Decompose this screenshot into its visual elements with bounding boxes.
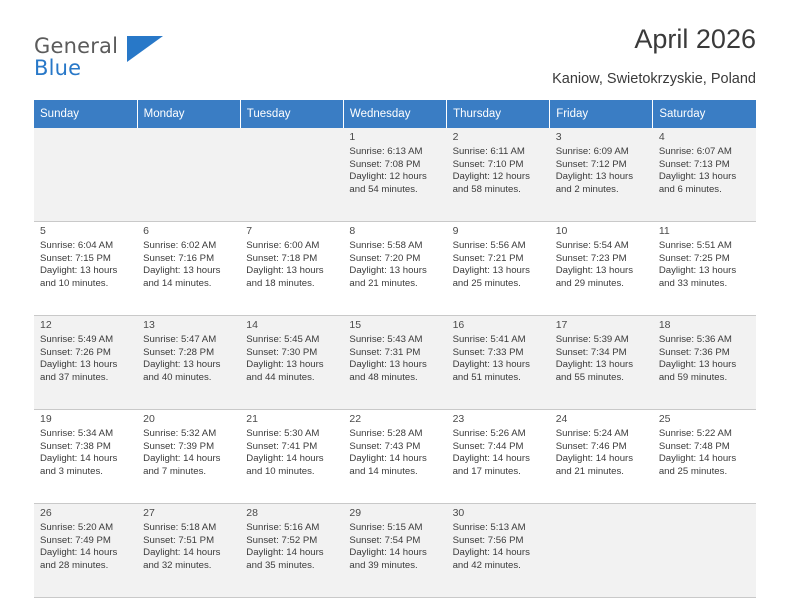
day-info-line: and 21 minutes. <box>555 465 624 477</box>
weekday-header-tuesday: Tuesday <box>240 100 343 128</box>
day-info-line: Sunrise: 6:04 AM <box>40 240 114 252</box>
calendar-day-cell[interactable] <box>240 222 343 316</box>
day-info-line: Sunset: 7:56 PM <box>452 534 524 546</box>
day-info-line: and 51 minutes. <box>452 371 521 383</box>
day-info-line: Sunrise: 5:30 AM <box>246 428 320 440</box>
day-number: 9 <box>452 225 459 237</box>
day-number: 20 <box>143 413 155 425</box>
calendar-body <box>34 128 756 598</box>
day-number: 3 <box>555 131 562 143</box>
day-info-line: Daylight: 13 hours <box>658 265 737 277</box>
day-info-line: Daylight: 14 hours <box>40 547 118 559</box>
day-info-line: and 37 minutes. <box>40 371 109 383</box>
day-info-line: Sunrise: 5:41 AM <box>452 334 526 346</box>
day-number: 11 <box>658 225 670 237</box>
day-number: 12 <box>40 319 52 331</box>
calendar-empty-cell <box>34 128 137 222</box>
day-info-line: Daylight: 14 hours <box>452 547 530 559</box>
day-info-line: and 25 minutes. <box>658 465 728 477</box>
calendar-day-cell[interactable] <box>447 128 550 222</box>
day-info-line: Sunrise: 5:49 AM <box>40 334 114 346</box>
day-info-line: and 59 minutes. <box>658 371 728 383</box>
calendar-day-cell[interactable] <box>137 410 240 504</box>
day-info-line: Sunrise: 5:58 AM <box>349 240 423 252</box>
day-info-line: Sunrise: 5:47 AM <box>143 334 217 346</box>
day-info-line: Sunrise: 6:11 AM <box>452 146 525 158</box>
calendar-day-cell[interactable] <box>550 128 653 222</box>
day-info-line: Daylight: 13 hours <box>555 265 634 277</box>
day-info-line: Sunset: 7:30 PM <box>246 346 318 358</box>
day-info-line: Sunrise: 5:24 AM <box>555 428 629 440</box>
day-info-line: Daylight: 12 hours <box>452 171 530 183</box>
calendar-week-row <box>34 128 756 222</box>
day-info-line: and 6 minutes. <box>658 183 722 195</box>
calendar-day-cell[interactable] <box>653 410 756 504</box>
calendar-day-cell[interactable] <box>343 504 446 598</box>
day-number: 21 <box>246 413 258 425</box>
day-info-line: Sunset: 7:39 PM <box>143 440 215 452</box>
day-info-line: Daylight: 13 hours <box>40 359 118 371</box>
day-info-line: and 35 minutes. <box>246 559 315 571</box>
weekday-header-monday: Monday <box>137 100 240 128</box>
calendar-day-cell[interactable] <box>550 410 653 504</box>
logo-text-general: General <box>34 34 119 58</box>
day-info-line: and 10 minutes. <box>40 277 109 289</box>
day-number: 7 <box>246 225 253 237</box>
calendar-day-cell[interactable] <box>343 222 446 316</box>
day-info-line: Sunset: 7:23 PM <box>555 252 627 264</box>
day-number: 24 <box>555 413 568 425</box>
day-info-line: Sunrise: 6:09 AM <box>555 146 629 158</box>
day-info-line: Sunrise: 5:39 AM <box>555 334 629 346</box>
calendar-day-cell[interactable] <box>343 128 446 222</box>
day-info-line: and 28 minutes. <box>40 559 109 571</box>
day-info-line: Sunrise: 5:34 AM <box>40 428 114 440</box>
day-info-line: Daylight: 13 hours <box>658 171 737 183</box>
day-info-line: Daylight: 13 hours <box>40 265 118 277</box>
day-number: 28 <box>246 507 258 519</box>
calendar-day-cell[interactable] <box>34 504 137 598</box>
calendar-day-cell[interactable] <box>447 410 550 504</box>
day-info-line: and 14 minutes. <box>349 465 418 477</box>
day-info-line: Daylight: 14 hours <box>658 453 737 465</box>
day-info-line: Daylight: 13 hours <box>143 265 221 277</box>
day-info-line: Daylight: 13 hours <box>143 359 221 371</box>
day-info-line: and 44 minutes. <box>246 371 315 383</box>
calendar-day-cell[interactable] <box>447 222 550 316</box>
day-number: 16 <box>452 319 465 331</box>
day-info-line: Sunrise: 5:45 AM <box>246 334 320 346</box>
weekday-header-thursday: Thursday <box>447 100 550 128</box>
day-info-line: and 48 minutes. <box>349 371 418 383</box>
calendar-week-row <box>34 410 756 504</box>
day-info-line: and 25 minutes. <box>452 277 521 289</box>
day-number: 8 <box>349 225 356 237</box>
weekday-header-row <box>34 100 756 128</box>
calendar-day-cell[interactable] <box>343 410 446 504</box>
calendar-day-cell[interactable] <box>240 410 343 504</box>
day-info-line: Sunset: 7:18 PM <box>246 252 318 264</box>
calendar-empty-cell <box>240 128 343 222</box>
day-info-line: Daylight: 14 hours <box>452 453 530 465</box>
day-info-line: Sunset: 7:15 PM <box>40 252 111 264</box>
day-info-line: Sunset: 7:52 PM <box>246 534 318 546</box>
calendar-week-row <box>34 222 756 316</box>
day-info-line: and 29 minutes. <box>555 277 624 289</box>
day-info-line: Sunset: 7:20 PM <box>349 252 421 264</box>
day-info-line: Sunset: 7:31 PM <box>349 346 421 358</box>
day-info-line: Sunrise: 5:13 AM <box>452 522 526 534</box>
day-info-line: Sunset: 7:25 PM <box>658 252 730 264</box>
day-info-line: and 55 minutes. <box>555 371 624 383</box>
calendar-day-cell[interactable] <box>240 316 343 410</box>
day-info-line: Sunrise: 5:15 AM <box>349 522 423 534</box>
page-header <box>34 22 756 92</box>
day-info-line: Sunrise: 5:20 AM <box>40 522 114 534</box>
day-number: 26 <box>40 507 52 519</box>
day-info-line: Daylight: 14 hours <box>40 453 118 465</box>
logo-text-blue: Blue <box>34 56 82 80</box>
day-info-line: and 21 minutes. <box>349 277 418 289</box>
day-info-line: Sunset: 7:21 PM <box>452 252 524 264</box>
calendar-day-cell[interactable] <box>137 504 240 598</box>
calendar-day-cell[interactable] <box>34 410 137 504</box>
day-info-line: and 42 minutes. <box>452 559 521 571</box>
generalblue-logo <box>34 34 224 86</box>
calendar-day-cell[interactable] <box>653 222 756 316</box>
day-info-line: Daylight: 14 hours <box>349 547 427 559</box>
day-info-line: Sunrise: 6:07 AM <box>658 146 732 158</box>
day-number: 4 <box>658 131 665 143</box>
calendar-empty-cell <box>653 504 756 598</box>
day-info-line: Sunrise: 5:26 AM <box>452 428 526 440</box>
calendar-empty-cell <box>550 504 653 598</box>
day-info-line: Sunset: 7:54 PM <box>349 534 421 546</box>
day-info-line: and 7 minutes. <box>143 465 207 477</box>
calendar-day-cell[interactable] <box>137 316 240 410</box>
day-info-line: Sunrise: 5:22 AM <box>658 428 732 440</box>
day-info-line: Sunset: 7:48 PM <box>658 440 730 452</box>
day-info-line: Sunset: 7:08 PM <box>349 158 421 170</box>
day-number: 14 <box>246 319 258 331</box>
day-info-line: Daylight: 13 hours <box>246 265 324 277</box>
day-info-line: Sunrise: 5:36 AM <box>658 334 732 346</box>
day-info-line: Sunset: 7:46 PM <box>555 440 627 452</box>
day-info-line: Sunset: 7:44 PM <box>452 440 524 452</box>
day-number: 13 <box>143 319 155 331</box>
weekday-header-wednesday: Wednesday <box>343 100 446 128</box>
day-info-line: and 33 minutes. <box>658 277 728 289</box>
day-info-line: Sunrise: 5:28 AM <box>349 428 423 440</box>
day-info-line: Sunset: 7:12 PM <box>555 158 627 170</box>
calendar-day-cell[interactable] <box>34 316 137 410</box>
day-number: 17 <box>555 319 568 331</box>
calendar-table <box>34 100 756 598</box>
day-info-line: Sunrise: 6:00 AM <box>246 240 320 252</box>
day-info-line: and 32 minutes. <box>143 559 212 571</box>
day-number: 5 <box>40 225 46 237</box>
day-info-line: Sunset: 7:41 PM <box>246 440 318 452</box>
calendar-day-cell[interactable] <box>653 128 756 222</box>
day-info-line: and 58 minutes. <box>452 183 521 195</box>
day-info-line: Daylight: 14 hours <box>246 453 324 465</box>
day-info-line: Daylight: 13 hours <box>555 359 634 371</box>
calendar-day-cell[interactable] <box>550 316 653 410</box>
day-number: 15 <box>349 319 362 331</box>
day-info-line: and 18 minutes. <box>246 277 315 289</box>
day-info-line: Sunset: 7:26 PM <box>40 346 111 358</box>
page-title: April 2026 <box>634 24 756 54</box>
day-info-line: Daylight: 13 hours <box>246 359 324 371</box>
weekday-header-friday: Friday <box>550 100 653 128</box>
day-number: 10 <box>555 225 568 237</box>
location-label: Kaniow, Swietokrzyskie, Poland <box>552 71 756 87</box>
day-info-line: and 17 minutes. <box>452 465 521 477</box>
day-info-line: Sunrise: 6:13 AM <box>349 146 423 158</box>
calendar-day-cell[interactable] <box>240 504 343 598</box>
day-info-line: and 40 minutes. <box>143 371 212 383</box>
day-info-line: Sunrise: 5:32 AM <box>143 428 217 440</box>
day-info-line: Daylight: 12 hours <box>349 171 427 183</box>
day-info-line: Daylight: 14 hours <box>349 453 427 465</box>
day-info-line: and 14 minutes. <box>143 277 212 289</box>
day-info-line: Sunrise: 5:51 AM <box>658 240 732 252</box>
day-number: 2 <box>452 131 459 143</box>
blue-flag-icon <box>127 36 167 64</box>
day-info-line: Sunset: 7:34 PM <box>555 346 627 358</box>
calendar-week-row <box>34 504 756 598</box>
day-info-line: Sunrise: 5:18 AM <box>143 522 217 534</box>
day-info-line: and 3 minutes. <box>40 465 103 477</box>
day-info-line: Daylight: 14 hours <box>143 547 221 559</box>
day-info-line: and 10 minutes. <box>246 465 315 477</box>
day-info-line: Sunset: 7:33 PM <box>452 346 524 358</box>
day-info-line: and 54 minutes. <box>349 183 418 195</box>
day-info-line: Sunrise: 6:02 AM <box>143 240 217 252</box>
day-info-line: Sunrise: 5:16 AM <box>246 522 320 534</box>
day-info-line: and 2 minutes. <box>555 183 619 195</box>
day-number: 23 <box>452 413 465 425</box>
day-number: 27 <box>143 507 155 519</box>
day-number: 6 <box>143 225 149 237</box>
day-info-line: Sunset: 7:28 PM <box>143 346 215 358</box>
day-info-line: Sunset: 7:10 PM <box>452 158 524 170</box>
day-info-line: Daylight: 13 hours <box>349 359 427 371</box>
day-info-line: Sunset: 7:49 PM <box>40 534 111 546</box>
day-info-line: Sunrise: 5:43 AM <box>349 334 423 346</box>
day-info-line: Sunrise: 5:56 AM <box>452 240 526 252</box>
day-number: 29 <box>349 507 362 519</box>
day-info-line: Sunset: 7:51 PM <box>143 534 215 546</box>
day-info-line: Sunset: 7:38 PM <box>40 440 111 452</box>
calendar-day-cell[interactable] <box>550 222 653 316</box>
day-info-line: Daylight: 13 hours <box>452 359 530 371</box>
calendar-week-row <box>34 316 756 410</box>
title-block <box>552 22 756 88</box>
day-info-line: Daylight: 14 hours <box>246 547 324 559</box>
weekday-header-sunday: Sunday <box>34 100 137 128</box>
calendar-day-cell[interactable] <box>447 316 550 410</box>
day-info-line: Sunrise: 5:54 AM <box>555 240 629 252</box>
weekday-header-saturday: Saturday <box>653 100 756 128</box>
day-info-line: Daylight: 13 hours <box>658 359 737 371</box>
day-info-line: Sunset: 7:13 PM <box>658 158 730 170</box>
day-number: 1 <box>349 131 356 143</box>
day-info-line: Daylight: 13 hours <box>452 265 530 277</box>
calendar-day-cell[interactable] <box>137 222 240 316</box>
day-info-line: Sunset: 7:43 PM <box>349 440 421 452</box>
day-info-line: Daylight: 14 hours <box>555 453 634 465</box>
day-number: 30 <box>452 507 465 519</box>
calendar-day-cell[interactable] <box>653 316 756 410</box>
day-number: 18 <box>658 319 671 331</box>
day-info-line: and 39 minutes. <box>349 559 418 571</box>
day-number: 25 <box>658 413 671 425</box>
day-info-line: Daylight: 14 hours <box>143 453 221 465</box>
day-number: 22 <box>349 413 362 425</box>
day-info-line: Daylight: 13 hours <box>349 265 427 277</box>
calendar-day-cell[interactable] <box>447 504 550 598</box>
day-info-line: Daylight: 13 hours <box>555 171 634 183</box>
calendar-day-cell[interactable] <box>34 222 137 316</box>
calendar-empty-cell <box>137 128 240 222</box>
day-number: 19 <box>40 413 52 425</box>
day-info-line: Sunset: 7:16 PM <box>143 252 215 264</box>
day-info-line: Sunset: 7:36 PM <box>658 346 730 358</box>
calendar-day-cell[interactable] <box>343 316 446 410</box>
